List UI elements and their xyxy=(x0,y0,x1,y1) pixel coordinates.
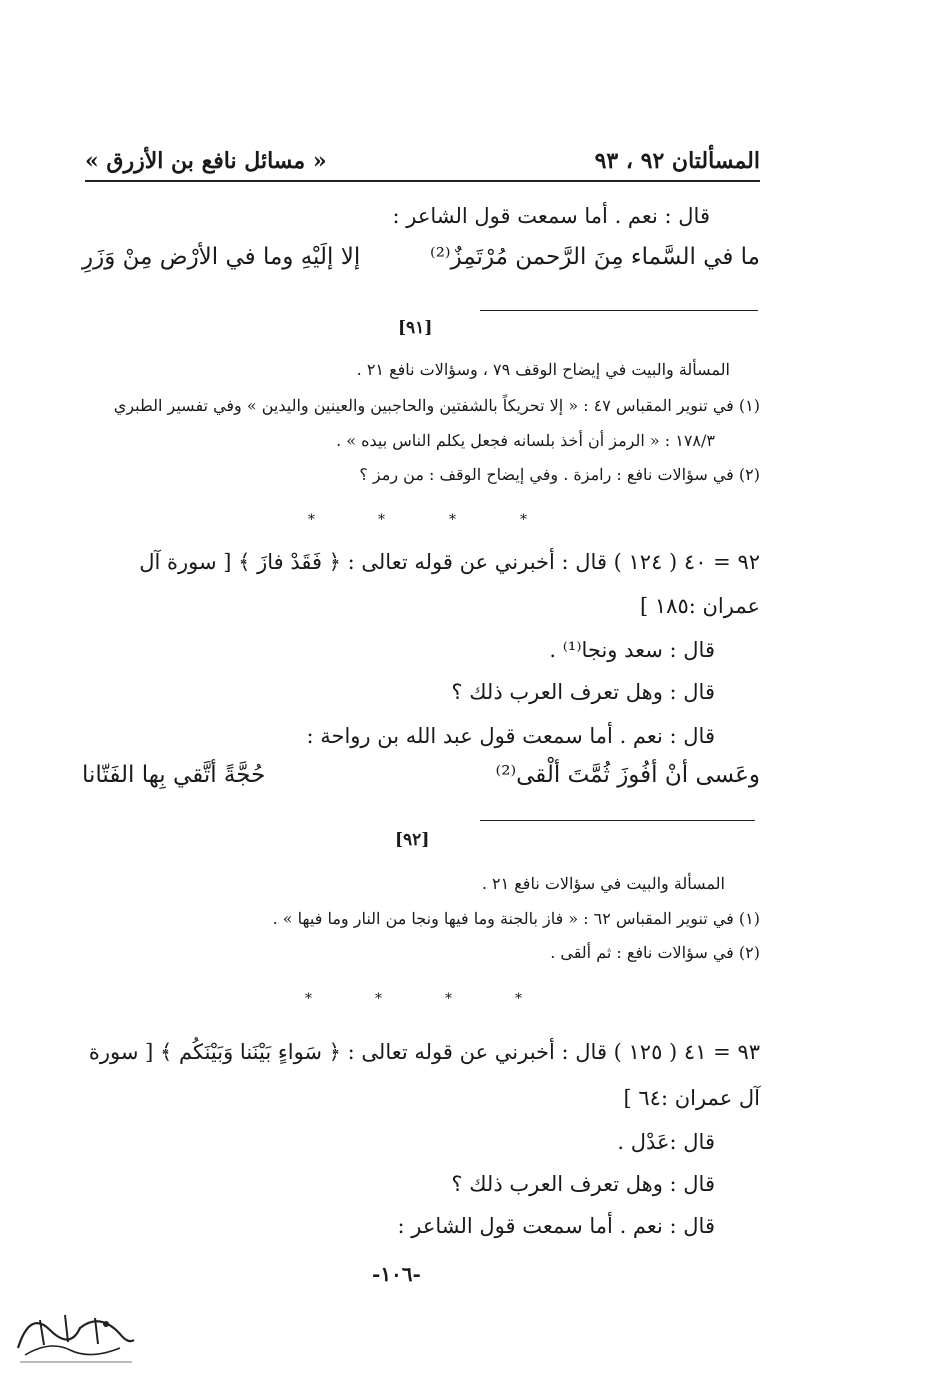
question-93-line2: آل عمران :٦٤ ] xyxy=(623,1086,760,1110)
separator-star: * xyxy=(445,991,452,1007)
header-rule xyxy=(85,180,760,182)
separator-star: * xyxy=(308,512,315,528)
verse-92-second-hemistich: حُجَّةً أتَّقي بِها الفَتّانا xyxy=(82,762,266,788)
footnote-marker-91: [٩١] xyxy=(398,318,433,338)
separator-star: * xyxy=(449,512,456,528)
seal-logo xyxy=(10,1300,140,1370)
footnote-source: المسألة والبيت في إيضاح الوقف ٧٩ ، وسؤالات نافع ٢١ . xyxy=(356,360,730,379)
footnote-92-1: (١) في تنوير المقباس ٦٢ : « فاز بالجنة وما فيها ونجا من النار وما فيها » . xyxy=(272,909,760,928)
answer-93-line2: قال : وهل تعرف العرب ذلك ؟ xyxy=(451,1172,715,1196)
footnote-marker-92: [٩٢] xyxy=(395,830,430,850)
answer-92-line2: قال : وهل تعرف العرب ذلك ؟ xyxy=(451,680,715,704)
question-92-line1: ٩٢ = ٤٠ ( ١٢٤ ) قال : أخبرني عن قوله تعالى : ﴿ فَقَدْ فازَ ﴾ [ سورة آل xyxy=(139,550,760,574)
question-93-line1: ٩٣ = ٤١ ( ١٢٥ ) قال : أخبرني عن قوله تعالى : ﴿ سَواءٍ بَيْنَنا وَبَيْنَكُم ﴾ [ سورة xyxy=(88,1040,760,1064)
separator-star: * xyxy=(515,991,522,1007)
verse-92-first-hemistich: وعَسى أنْ أفُوزَ ثُمَّتَ ألْقى⁽²⁾ xyxy=(495,762,760,788)
verse-first-hemistich: ما في السَّماء مِنَ الرَّحمن مُرْتَمِزٌ⁽²⁾ xyxy=(430,244,760,270)
separator-star: * xyxy=(375,991,382,1007)
verse-second-hemistich: إلا إلَيْهِ وما في الأرْض مِنْ وَزَرِ xyxy=(82,244,361,270)
page-number: -١٠٦- xyxy=(372,1262,421,1286)
footnote-1-continued: ١٧٨/٣ : « الرمز أن أخذ بلسانه فجعل يكلم الناس بيده » . xyxy=(336,431,715,450)
separator-star: * xyxy=(520,512,527,528)
answer-92-line3: قال : نعم . أما سمعت قول عبد الله بن رواحة : xyxy=(306,724,715,748)
separator-star: * xyxy=(378,512,385,528)
footnote-rule xyxy=(480,310,758,311)
question-92-line2: عمران :١٨٥ ] xyxy=(640,594,760,618)
header-book-title: « مسائل نافع بن الأزرق » xyxy=(85,148,327,174)
footnote-92-2: (٢) في سؤالات نافع : ثم ألقى . xyxy=(550,943,760,962)
separator-star: * xyxy=(305,991,312,1007)
footnote-2: (٢) في سؤالات نافع : رامزة . وفي إيضاح الوقف : من رمز ؟ xyxy=(359,465,760,484)
header-section-title: المسألتان ٩٢ ، ٩٣ xyxy=(594,148,760,174)
answer-92-line1: قال : سعد ونجا⁽¹⁾ . xyxy=(549,638,715,662)
answer-93-line3: قال : نعم . أما سمعت قول الشاعر : xyxy=(397,1214,715,1238)
intro-line: قال : نعم . أما سمعت قول الشاعر : xyxy=(392,204,710,228)
answer-93-line1: قال :عَدْل . xyxy=(617,1130,715,1154)
footnote-1: (١) في تنوير المقباس ٤٧ : « إلا تحريكاً بالشفتين والحاجبين والعينين واليدين » وفي تفسير الطبري xyxy=(113,396,760,415)
footnote-92-source: المسألة والبيت في سؤالات نافع ٢١ . xyxy=(481,874,725,893)
footnote-rule-92 xyxy=(480,820,755,821)
